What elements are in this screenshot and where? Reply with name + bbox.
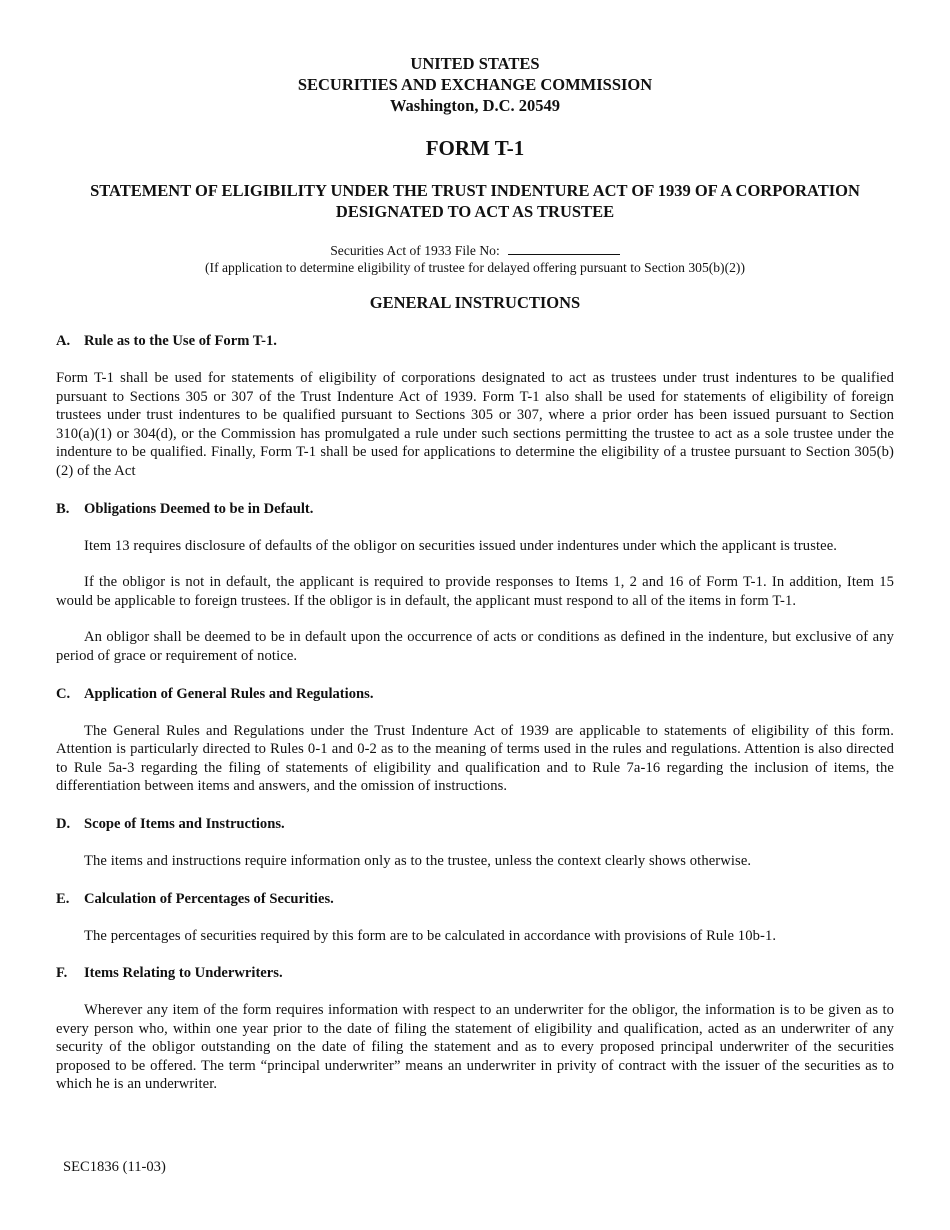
section-title: Rule as to the Use of Form T-1.	[84, 333, 277, 349]
agency-country: UNITED STATES	[410, 54, 540, 73]
section-letter: C.	[56, 685, 71, 702]
file-number-blank	[508, 243, 620, 255]
section-f-paragraph: Wherever any item of the form requires information with respect to an underwriter for the obligor, the information is to be given as to every person who, within one year prior to the date of filing the statement of eligibility and qualification, acted as an underwriter of any security of the obligor outstanding on the date of filing the statement and as to every proposed principal underwriter of the securities proposed to be offered. The term “principal underwriter” means an underwriter in privity of contract with the issuer of the securities as to which he is an underwriter.	[56, 1002, 894, 1093]
section-e-heading	[56, 890, 894, 909]
section-a-paragraph: Form T-1 shall be used for statements of eligibility of corporations designated to act as trustees under trust indentures to be qualified pursuant to Sections 305 or 307 of the Trust Indenture Act of 1939. Form T-1 also shall be used for statements of eligibility of foreign trustees under trust indentures to be qualified pursuant to Sections 305 or 307, where a prior order has been issued pursuant to Section 310(a)(1) or 304(d), or the Commission has promulgated a rule under such sections permitting the trustee to act as a sole trustee under the indenture to be qualified. Finally, Form T-1 shall be used for applications to determine the eligibility of a trustee pursuant to Section 305(b)(2) of the Act	[56, 370, 894, 479]
agency-address: Washington, D.C. 20549	[389, 96, 561, 115]
general-instructions-title: GENERAL INSTRUCTIONS	[369, 293, 581, 312]
section-title: Obligations Deemed to be in Default.	[84, 500, 314, 517]
section-c-paragraph: The General Rules and Regulations under the Trust Indenture Act of 1939 are applicable to statements of eligibility of this form. Attention is particularly directed to Rules 0-1 and 0-2 as to the meaning of terms used in the rules and regulations. Attention is also directed to Rule 5a-3 regarding the filing of statements of eligibility and qualification and to Rule 7a-16 regarding the inclusion of items, the differentiation between items and answers, and the omission of instructions.	[56, 722, 894, 795]
agency-header	[56, 53, 894, 116]
section-a-heading	[56, 332, 894, 351]
section-d-heading	[56, 815, 894, 834]
agency-name: SECURITIES AND EXCHANGE COMMISSION	[297, 75, 653, 94]
form-title: FORM T-1	[425, 136, 525, 160]
file-number-label: Securities Act of 1933 File No:	[330, 243, 500, 258]
statement-title: STATEMENT OF ELIGIBILITY UNDER THE TRUST INDENTURE ACT OF 1939 OF A CORPORATION DESIGNATED TO ACT AS TRUSTEE	[90, 181, 860, 221]
section-title: Application of General Rules and Regulations.	[84, 685, 374, 702]
section-letter: D.	[56, 815, 71, 832]
section-letter: F.	[56, 965, 68, 982]
section-title: Calculation of Percentages of Securities.	[84, 890, 334, 907]
file-number-note: (If application to determine eligibility of trustee for delayed offering pursuant to Section 305(b)(2))	[205, 260, 745, 275]
section-title: Scope of Items and Instructions.	[84, 815, 285, 832]
section-letter: B.	[56, 500, 70, 517]
section-c-heading	[56, 685, 894, 704]
section-f-heading	[56, 964, 894, 983]
section-letter: E.	[56, 890, 70, 907]
section-e-paragraph: The percentages of securities required by this form are to be calculated in accordance with provisions of Rule 10b-1.	[84, 927, 777, 944]
document-page	[56, 53, 894, 1094]
file-number-line	[56, 242, 894, 259]
section-b-heading	[56, 500, 894, 519]
form-code-footer: SEC1836 (11-03)	[63, 1159, 166, 1175]
section-b-paragraph: Item 13 requires disclosure of defaults of the obligor on securities issued under indentures under which the applicant is trustee.	[84, 537, 838, 554]
section-title: Items Relating to Underwriters.	[84, 965, 283, 982]
section-b-paragraph: If the obligor is not in default, the applicant is required to provide responses to Items 1, 2 and 16 of Form T-1. In addition, Item 15 would be applicable to foreign trustees. If the obligor is in default, the applicant must respond to all of the items in form T-1.	[56, 574, 894, 609]
section-b-paragraph: An obligor shall be deemed to be in default upon the occurrence of acts or conditions as defined in the indenture, but exclusive of any period of grace or requirement of notice.	[56, 629, 894, 664]
section-d-paragraph: The items and instructions require information only as to the trustee, unless the context clearly shows otherwise.	[84, 852, 752, 869]
section-letter: A.	[56, 333, 71, 349]
